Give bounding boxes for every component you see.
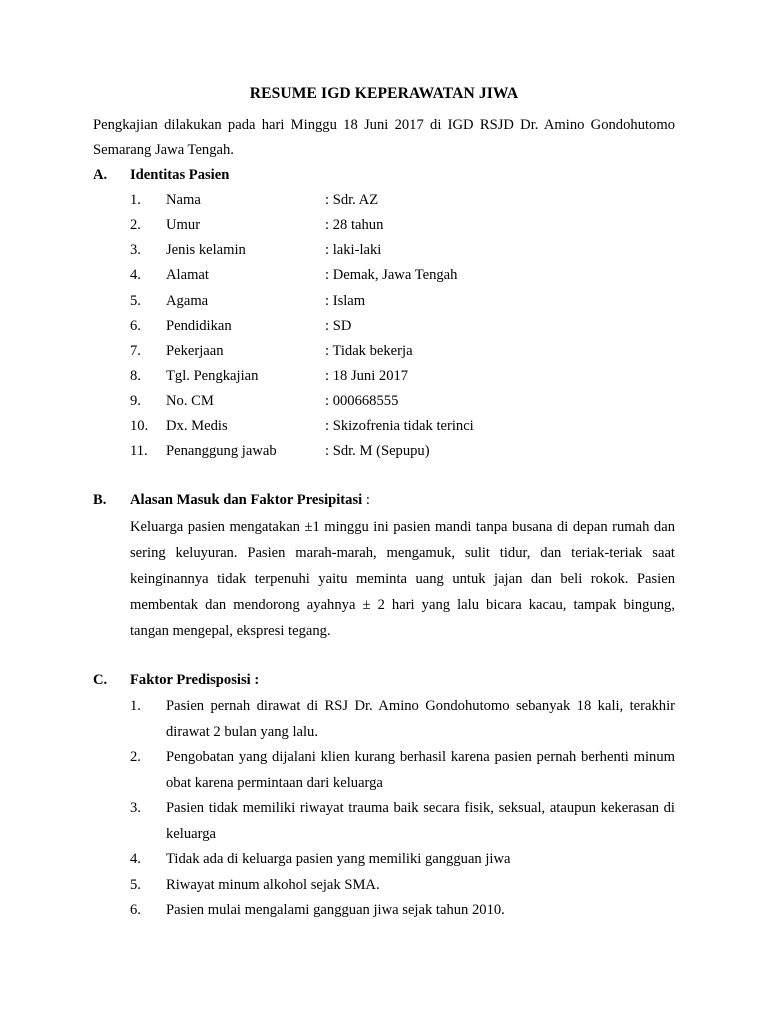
row-value: : Sdr. M (Sepupu) (325, 443, 430, 459)
row-label: Tgl. Pengkajian (166, 368, 259, 384)
row-value: : Sdr. AZ (325, 192, 379, 208)
section-b-colon: : (362, 492, 370, 508)
item-number: 1. (130, 698, 141, 714)
section-b-body: Keluarga pasien mengatakan ±1 minggu ini pasien mandi tanpa busana di depan rumah dan sering keluyuran. Pasien marah-marah, mengamuk, sulit tidur, dan teriak-teriak saat keinginannya tidak terpenuhi yaitu meminta uang untuk jajan dan beli rokok. Pasien membentak dan mendorong ayahnya ± 2 hari yang lalu bicara kacau, tampak bingung, tangan mengepal, ekspresi tegang. (130, 519, 675, 639)
row-number: 11. (130, 443, 148, 459)
row-number: 8. (130, 368, 141, 384)
item-text: Pasien mulai mengalami gangguan jiwa sejak tahun 2010. (166, 902, 505, 918)
row-value: : Islam (325, 293, 366, 309)
item-number: 2. (130, 749, 141, 765)
row-label: Nama (166, 192, 201, 208)
row-label: Pendidikan (166, 318, 232, 334)
intro-paragraph: Pengkajian dilakukan pada hari Minggu 18 Juni 2017 di IGD RSJD Dr. Amino Gondohutomo Semarang Jawa Tengah. (93, 117, 675, 158)
section-c-title: Faktor Predisposisi : (130, 672, 260, 688)
row-number: 1. (130, 192, 141, 208)
row-number: 7. (130, 343, 141, 359)
item-number: 6. (130, 902, 141, 918)
row-value: : 18 Juni 2017 (325, 368, 409, 384)
section-a-letter: A. (93, 167, 108, 183)
document-title: RESUME IGD KEPERAWATAN JIWA (249, 85, 519, 102)
section-b-letter: B. (93, 492, 107, 508)
section-c-heading (93, 672, 259, 689)
row-label: Dx. Medis (166, 418, 228, 434)
section-c-letter: C. (93, 672, 108, 688)
section-a-title: Identitas Pasien (130, 167, 230, 183)
row-value: : 000668555 (325, 393, 399, 409)
row-number: 3. (130, 242, 141, 258)
item-text: Pengobatan yang dijalani klien kurang berhasil karena pasien pernah berhenti minum obat karena permintaan dari keluarga (166, 749, 675, 791)
row-number: 6. (130, 318, 141, 334)
item-number: 5. (130, 877, 141, 893)
row-label: Agama (166, 293, 209, 309)
item-text: Pasien tidak memiliki riwayat trauma baik secara fisik, seksual, ataupun kekerasan di keluarga (166, 800, 675, 842)
row-number: 4. (130, 267, 141, 283)
row-label: Pekerjaan (166, 343, 224, 359)
row-label: Alamat (166, 267, 209, 283)
item-text: Riwayat minum alkohol sejak SMA. (166, 877, 380, 893)
row-label: Penanggung jawab (166, 443, 277, 459)
item-text: Tidak ada di keluarga pasien yang memiliki gangguan jiwa (166, 851, 511, 867)
row-value: : laki-laki (325, 242, 382, 258)
row-number: 5. (130, 293, 141, 309)
item-text: Pasien pernah dirawat di RSJ Dr. Amino Gondohutomo sebanyak 18 kali, terakhir dirawat 2 bulan yang lalu. (166, 698, 675, 740)
row-label: Umur (166, 217, 201, 233)
section-b-heading (93, 492, 370, 509)
row-number: 9. (130, 393, 141, 409)
row-value: : 28 tahun (325, 217, 384, 233)
section-b-title: Alasan Masuk dan Faktor Presipitasi (130, 492, 363, 508)
row-number: 2. (130, 217, 141, 233)
item-number: 4. (130, 851, 141, 867)
row-label: Jenis kelamin (166, 242, 246, 258)
row-value: : SD (325, 318, 352, 334)
section-a-heading (93, 167, 229, 184)
row-value: : Tidak bekerja (325, 343, 413, 359)
row-value: : Skizofrenia tidak terinci (325, 418, 474, 434)
item-number: 3. (130, 800, 141, 816)
row-label: No. CM (166, 393, 214, 409)
row-value: : Demak, Jawa Tengah (325, 267, 458, 283)
row-number: 10. (130, 418, 149, 434)
